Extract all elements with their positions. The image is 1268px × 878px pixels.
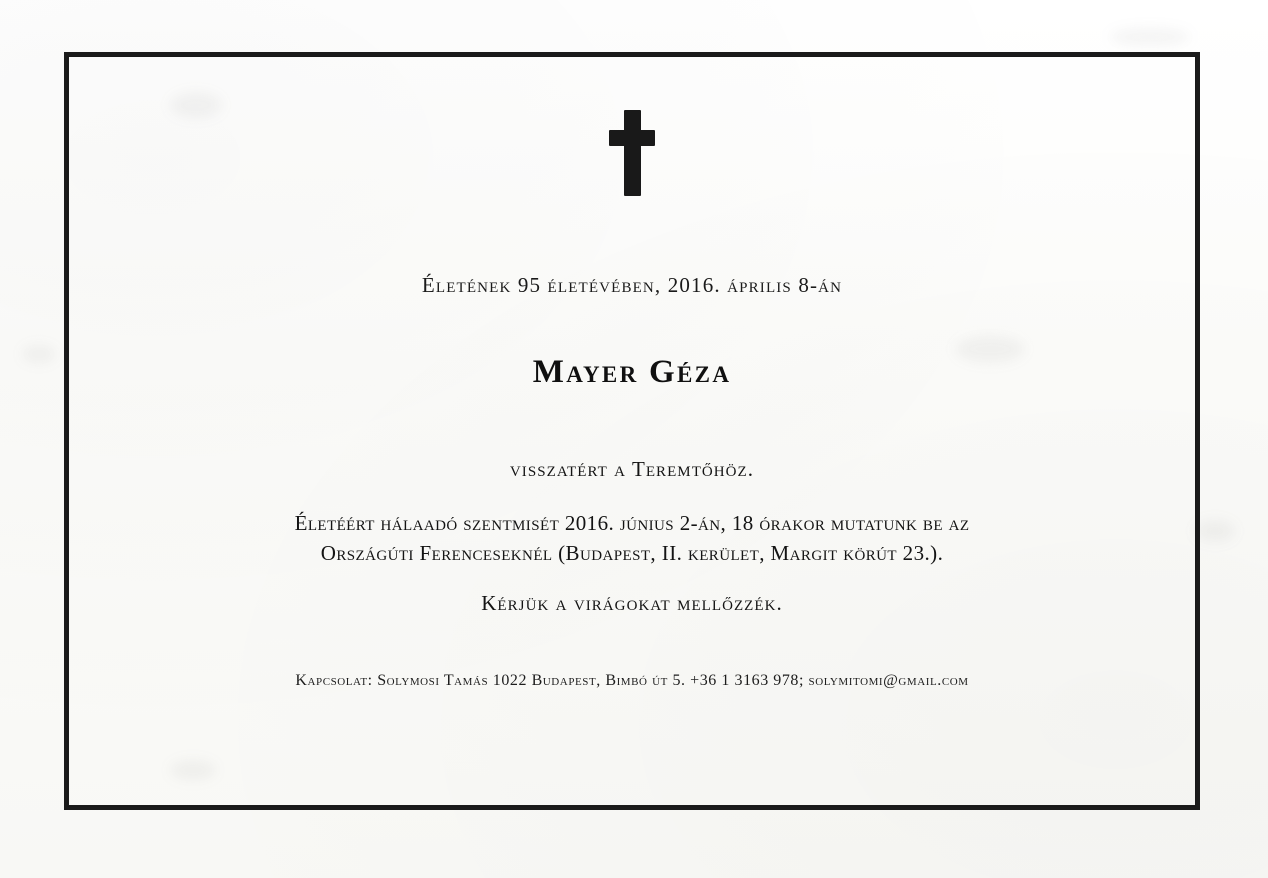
scan-smudge <box>1110 28 1190 46</box>
cross-icon <box>609 105 655 201</box>
mass-line-2: Országúti Ferenceseknél (Budapest, II. kerület, Margit körút 23.). <box>320 541 944 566</box>
announcement-card <box>64 52 1200 810</box>
scan-smudge <box>1195 520 1235 542</box>
flowers-request-line: Kérjük a virágokat mellőzzék. <box>481 590 783 615</box>
scan-smudge <box>22 345 56 363</box>
mass-line-1: Életéért hálaadó szentmisét 2016. június 2-án, 18 órakor mutatunk be az <box>294 511 970 535</box>
deceased-name: Mayer Géza <box>532 354 732 390</box>
returned-to-creator-line: visszatért a Teremtőhöz. <box>509 457 755 481</box>
age-line: Életének 95 életévében, 2016. április 8-án <box>421 273 843 297</box>
mass-details <box>132 508 1132 569</box>
contact-line: Kapcsolat: Solymosi Tamás 1022 Budapest, Bimbó út 5. +36 1 3163 978; solymitomi@gmail.com <box>295 671 969 689</box>
